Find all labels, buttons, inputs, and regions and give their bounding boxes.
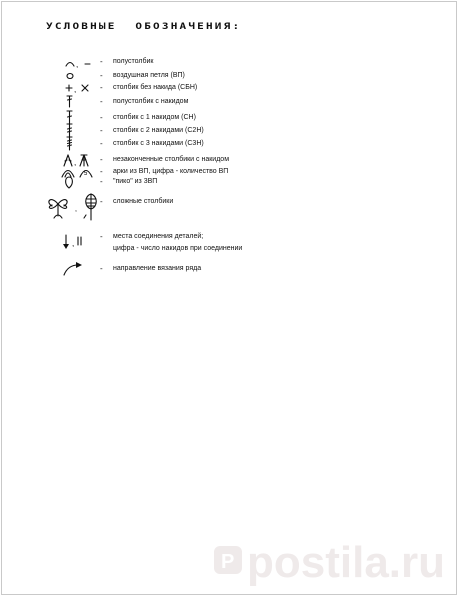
row-direction-arrow-icon bbox=[58, 261, 102, 279]
watermark: postila.ru bbox=[247, 538, 446, 587]
legend-text: столбик с 2 накидами (С2Н) bbox=[113, 127, 204, 134]
svg-text:,: , bbox=[74, 158, 77, 167]
legend-text: "пико" из 3ВП bbox=[113, 178, 158, 185]
legend-dash: - bbox=[100, 197, 103, 206]
postila-logo-icon bbox=[212, 544, 244, 576]
legend-row bbox=[0, 232, 460, 248]
svg-text:,: , bbox=[75, 206, 77, 213]
legend-text: столбик с 1 накидом (СН) bbox=[113, 114, 196, 121]
legend-dash: - bbox=[100, 126, 103, 135]
legend-text: цифра - число накидов при соединении bbox=[113, 245, 243, 252]
legend-text: полустолбик bbox=[113, 58, 154, 65]
legend-row bbox=[0, 98, 460, 110]
svg-text:P: P bbox=[221, 551, 235, 573]
legend-row bbox=[0, 196, 460, 226]
legend-dash: - bbox=[100, 232, 103, 241]
legend-text: столбик с 3 накидами (С3Н) bbox=[113, 140, 204, 147]
legend-dash: - bbox=[100, 113, 103, 122]
legend-dash: - bbox=[100, 155, 103, 164]
legend-text: сложные столбики bbox=[113, 198, 174, 205]
legend-text: полустолбик с накидом bbox=[113, 98, 189, 105]
legend-row bbox=[0, 265, 460, 277]
legend-text: столбик без накида (СБН) bbox=[113, 84, 198, 91]
legend-dash: - bbox=[100, 97, 103, 106]
svg-text:,: , bbox=[74, 85, 77, 94]
legend-dash: - bbox=[100, 83, 103, 92]
legend-dash: - bbox=[100, 177, 103, 186]
legend-dash: - bbox=[100, 57, 103, 66]
legend-row bbox=[0, 245, 460, 257]
page-title: УСЛОВНЫЕ ОБОЗНАЧЕНИЯ: bbox=[46, 21, 242, 32]
legend-dash: - bbox=[100, 71, 103, 80]
legend-dash: - bbox=[100, 139, 103, 148]
legend-row bbox=[0, 178, 460, 190]
legend-text: незаконченные столбики с накидом bbox=[113, 156, 230, 163]
svg-text:,: , bbox=[72, 239, 75, 248]
legend-text: направление вязания ряда bbox=[113, 265, 202, 272]
legend-text: арки из ВП, цифра - количество ВП bbox=[113, 168, 229, 175]
legend-text: воздушная петля (ВП) bbox=[113, 72, 185, 79]
complex-stitch-icon bbox=[42, 192, 104, 226]
legend-text: места соединения деталей; bbox=[113, 233, 204, 240]
legend-row bbox=[0, 140, 460, 152]
legend-dash: - bbox=[100, 167, 103, 176]
arch-count-label: 5 bbox=[84, 171, 88, 177]
legend-dash: - bbox=[100, 264, 103, 273]
svg-text:,: , bbox=[76, 60, 79, 69]
picot-icon bbox=[58, 174, 102, 192]
